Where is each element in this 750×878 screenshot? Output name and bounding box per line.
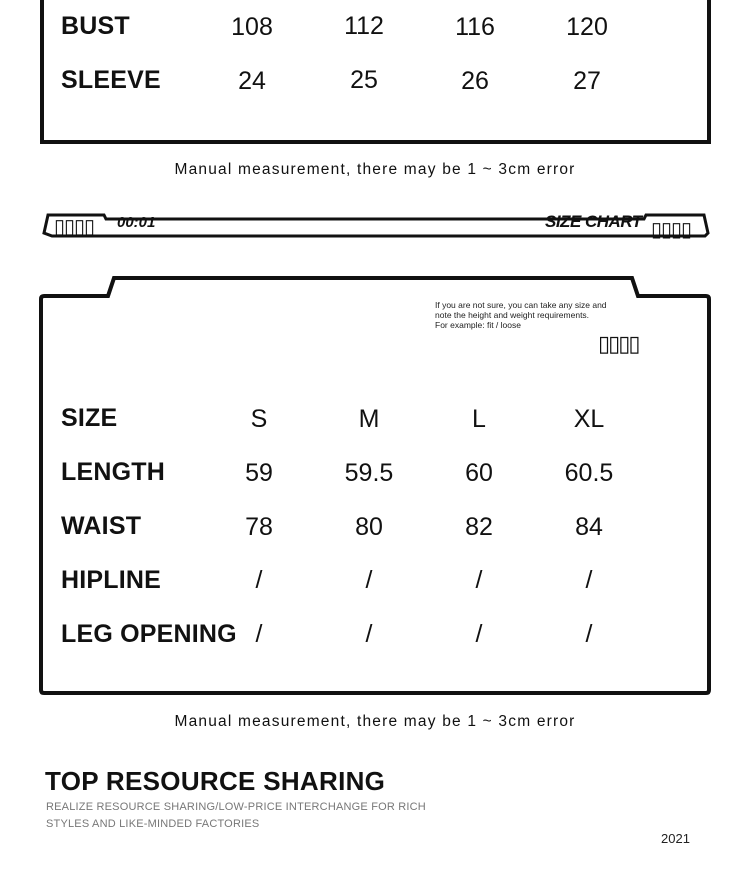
cell-size-m: M	[358, 405, 380, 433]
footer-subtitle-1: REALIZE RESOURCE SHARING/LOW-PRICE INTERCHANGE FOR RICH	[46, 801, 426, 813]
row-label-bust: BUST	[61, 12, 130, 40]
footer-year: 2021	[661, 831, 690, 846]
footer-title: TOP RESOURCE SHARING	[45, 766, 386, 796]
footer-subtitle-2: STYLES AND LIKE-MINDED FACTORIES	[46, 818, 260, 830]
cell-sleeve-m: 25	[350, 66, 378, 94]
cell-sleeve-l: 26	[461, 67, 489, 95]
row-label-length: LENGTH	[61, 458, 165, 486]
cell-bust-xl: 120	[566, 13, 608, 41]
cell-leg-opening-m: /	[365, 620, 373, 648]
error-note-bottom: Manual measurement, there may be 1 ~ 3cm error	[174, 713, 576, 730]
size-bar-right-blocks: ▯▯▯▯	[651, 219, 692, 241]
cell-length-s: 59	[245, 459, 273, 487]
cell-size-l: L	[472, 405, 486, 433]
cell-length-xl: 60.5	[564, 459, 614, 487]
row-label-leg-opening: LEG OPENING	[61, 620, 237, 648]
cell-bust-m: 112	[344, 12, 384, 40]
cell-sleeve-s: 24	[238, 67, 266, 95]
size-bar-left-blocks: ▯▯▯▯	[54, 216, 95, 238]
cell-hipline-m: /	[365, 566, 373, 594]
cell-bust-l: 116	[455, 13, 495, 41]
cell-size-s: S	[250, 405, 268, 433]
cell-size-xl: XL	[573, 405, 605, 433]
row-label-waist: WAIST	[61, 512, 142, 540]
size-bar-title: SIZE CHART	[545, 212, 642, 231]
size-bar-time: 00:01	[117, 214, 156, 231]
cell-sleeve-xl: 27	[573, 67, 601, 95]
cell-waist-l: 82	[465, 513, 493, 541]
cell-hipline-s: /	[255, 566, 263, 594]
cell-leg-opening-xl: /	[585, 620, 593, 648]
hint-text	[435, 300, 607, 330]
row-label-size: SIZE	[61, 404, 118, 432]
cell-waist-s: 78	[245, 513, 273, 541]
error-note-top: Manual measurement, there may be 1 ~ 3cm error	[174, 161, 576, 178]
hint-line-2: note the height and weight requirements.	[435, 310, 590, 320]
cell-waist-xl: 84	[575, 513, 603, 541]
hint-line-3: For example: fit / loose	[435, 320, 521, 330]
corner-blocks: ▯▯▯▯	[598, 331, 639, 356]
row-label-sleeve: SLEEVE	[61, 66, 161, 94]
cell-length-l: 60	[465, 459, 493, 487]
cell-waist-m: 80	[355, 513, 383, 541]
cell-leg-opening-l: /	[475, 620, 483, 648]
hint-line-1: If you are not sure, you can take any size and	[435, 300, 607, 310]
row-label-hipline: HIPLINE	[61, 566, 162, 594]
cell-hipline-xl: /	[585, 566, 593, 594]
cell-length-m: 59.5	[344, 459, 394, 487]
cell-leg-opening-s: /	[255, 620, 263, 648]
cell-hipline-l: /	[475, 566, 483, 594]
cell-bust-s: 108	[231, 13, 273, 41]
